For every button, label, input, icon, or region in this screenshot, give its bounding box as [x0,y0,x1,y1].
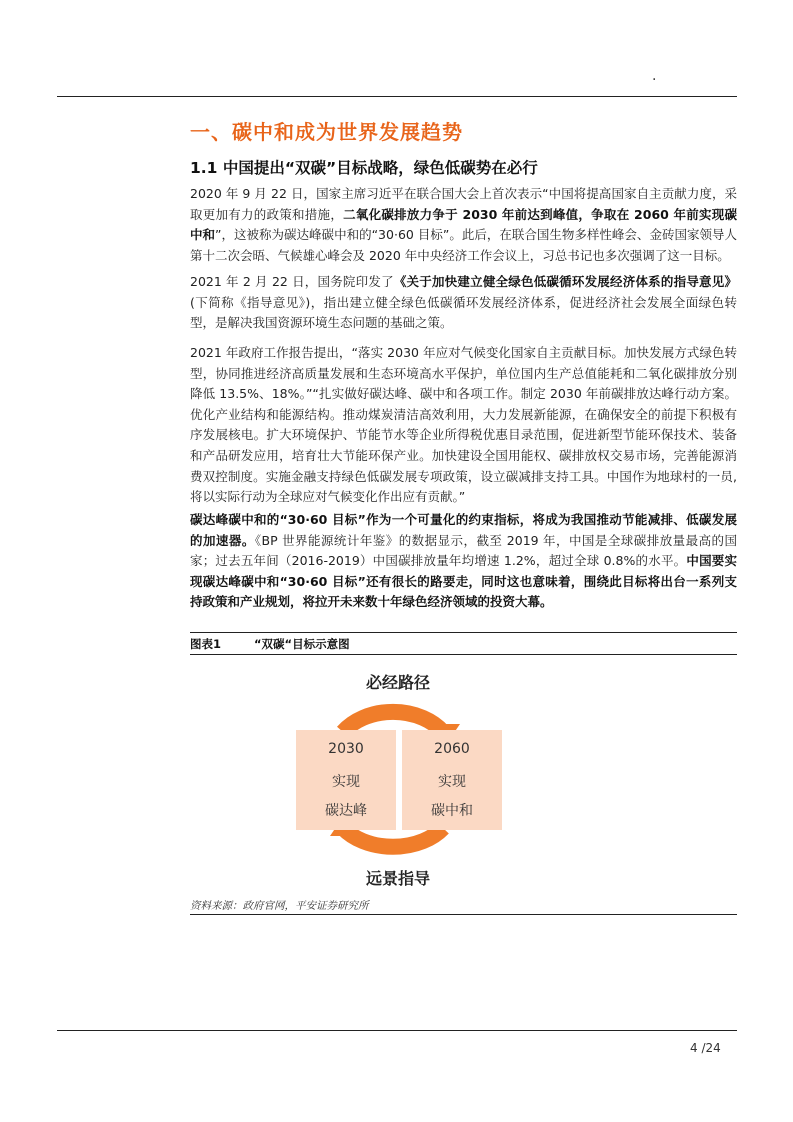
paragraph-2-text-b: (下简称《指导意见》)，指出建立健全绿色低碳循环发展经济体系，促进经济社会发展全面绿色转型，是解决我国资源环境生态问题的基础之策。 [190,294,737,331]
paragraph-2-text-a: 2021 年 2 月 22 日，国务院印发了 [190,274,394,289]
paragraph-3-text: 2021 年政府工作报告提出，“落实 2030 年应对气候变化国家自主贡献目标。加快发展方式绿色转型，协同推进经济高质量发展和生态环境高水平保护，单位国内生产总值能耗和二氧化碳排放分别降低 13.5%、18%。”“扎实做好碳达峰、碳中和各项工作。制定 2030 年前碳排放达峰行动方案。优化产业结构和能源结构。推动煤炭清洁高效利用，大力发展新能源，在确保安全的前提下积极有序发展核电。扩大环境保护、节能节水等企业所得税优惠目录范围，促进新型节能环保技术、装备和产品研发应用，培育壮大节能环保产业。加快建设全国用能权、碳排放权交易市场，完善能源消费双控制度。实施金融支持绿色低碳发展专项政策，设立碳减排支持工具。中国作为地球村的一员,将以实际行动为全球应对气候变化作出应有贡献。” [190,345,737,505]
paragraph-4-bold-a: 碳达峰碳中和的“30·60 目标”作为一个可量化的约束指标，将成为我国推动节能减排、低碳发展的加速器。 [190,512,737,548]
paragraph-4-text: 《BP 世界能源统计年鉴》的数据显示，截至 2019 年，中国是全球碳排放量最高的国家；过去五年间（2016-2019）中国碳排放量年均增速 1.2%，超过全球 0.8%的水平。 [190,532,737,569]
subsection-title: 1.1 中国提出“双碳”目标战略，绿色低碳势在必行 [190,159,538,177]
paragraph-1-bold: 二氧化碳排放力争于 2030 年前达到峰值，争取在 2060 年前实现碳中和 [190,206,737,243]
box-2030-line2: 碳达峰 [325,803,367,819]
bottom-arrow-label: 远景指导 [366,869,431,888]
figure-caption [190,636,350,652]
box-2060-line1: 实现 [438,774,466,790]
paragraph-1 [190,184,737,266]
paragraph-4-bold-b: 中国要实现碳达峰碳中和“30·60 目标”还有很长的路要走，同时这也意味着，围绕此目标将出台一系列支持政策和产业规划，将拉开未来数十年绿色经济领域的投资大幕。 [190,553,737,610]
figure-source: 资料来源：政府官网，平安证券研究所 [190,900,369,912]
section-title: 一、碳中和成为世界发展趋势 [190,120,463,144]
header-mark: . [652,68,657,84]
box-2060-line2: 碳中和 [431,803,473,819]
header-divider [57,96,737,97]
figure-top-rule [190,632,737,633]
box-2060-year: 2060 [434,741,470,757]
footer-divider [57,1030,737,1031]
paragraph-1-text-a: 2020 年 9 月 22 日，国家主席习近平在联合国大会上首次表示“中国将提高国家自主贡献力度，采取更加有力的政策和措施， [190,186,737,222]
top-arrow-arc [343,712,443,732]
figure-bottom-rule [190,914,737,915]
paragraph-1-text-b: ”，这被称为碳达峰碳中和的“30·60 目标”。此后，在联合国生物多样性峰会、金砖国家领导人第十二次会晤、气候雄心峰会及 2020 年中央经济工作会议上，习总书记也多次强调了这一目标。 [190,227,737,263]
figure-caption-rule [190,654,737,655]
paragraph-4 [190,510,737,613]
paragraph-2 [190,272,737,334]
box-2030-line1: 实现 [332,774,360,790]
box-2030-year: 2030 [328,741,364,757]
figure-label: 图表1 [190,637,222,651]
paragraph-2-bold: 《关于加快建立健全绿色低碳循环发展经济体系的指导意见》 [393,274,737,289]
paragraph-3 [190,343,737,508]
page-number: 4 /24 [690,1041,721,1055]
top-arrow-label: 必经路径 [366,673,431,692]
bottom-arrow-arc [343,828,443,847]
figure-title: “双碳“目标示意图 [254,637,350,651]
